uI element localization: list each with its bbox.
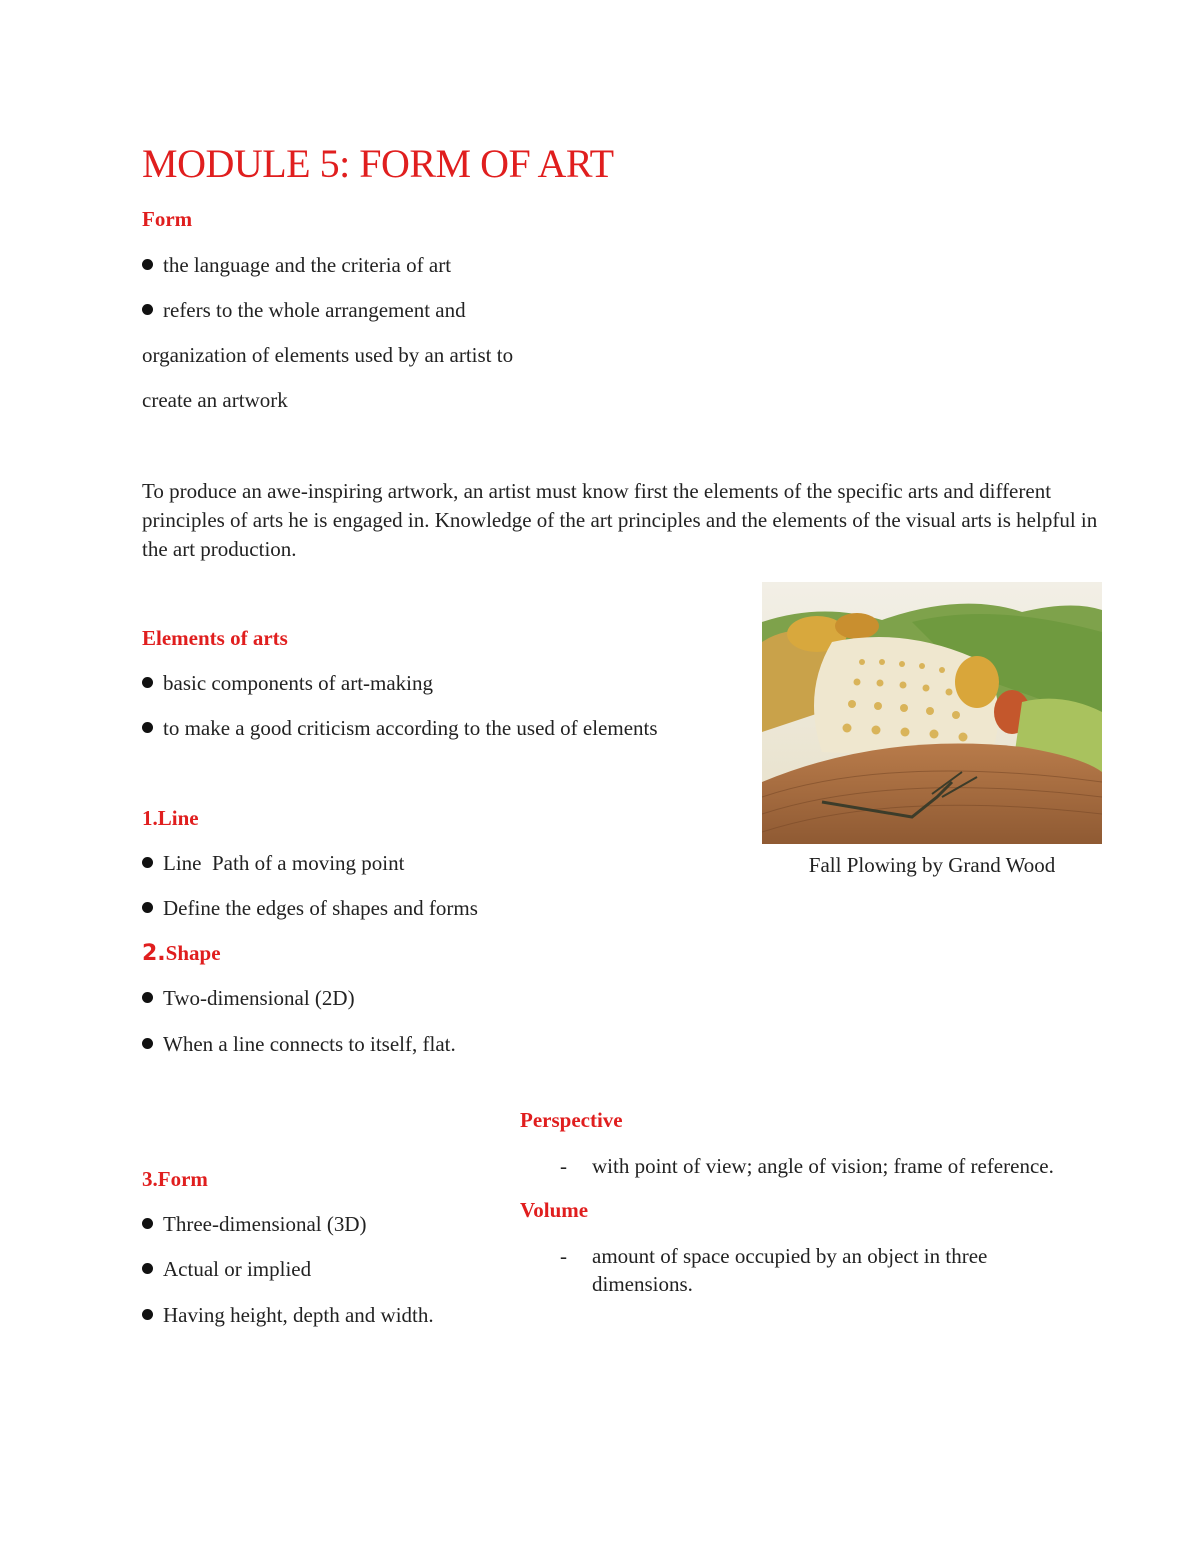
line-bullet-1: Line Path of a moving point [142, 851, 404, 876]
volume-heading: Volume [520, 1198, 589, 1222]
bullet-dot-icon [142, 1218, 153, 1229]
line-bullet-2: Define the edges of shapes and forms [142, 896, 478, 921]
form-continuation-2: create an artwork [142, 388, 288, 412]
line-heading: 1.Line [142, 806, 199, 830]
figure-caption: Fall Plowing by Grand Wood [808, 853, 1056, 877]
perspective-item: - with point of view; angle of vision; frame of reference. [560, 1154, 1054, 1178]
form3-bullet-1: Three-dimensional (3D) [142, 1212, 367, 1237]
elements-bullet-2: to make a good criticism according to the used of elements [142, 716, 658, 741]
form3-bullet-3: Having height, depth and width. [142, 1303, 434, 1328]
bullet-dot-icon [142, 722, 153, 733]
form-bullet-2: refers to the whole arrangement and [142, 298, 466, 323]
bullet-dot-icon [142, 902, 153, 913]
bullet-dot-icon [142, 304, 153, 315]
bullet-dot-icon [142, 857, 153, 868]
intro-paragraph: To produce an awe-inspiring artwork, an artist must know first the elements of the specific arts and different principles of arts he is engaged in. Knowledge of the art principles and the elements of the visual arts is helpful in the art production. [142, 479, 1098, 561]
elements-bullet-1: basic components of art-making [142, 671, 433, 696]
shape-heading: 2.Shape [142, 941, 221, 966]
dash-marker: - [560, 1244, 567, 1268]
perspective-heading: Perspective [520, 1108, 623, 1132]
form3-bullet-2: Actual or implied [142, 1257, 311, 1282]
bullet-dot-icon [142, 992, 153, 1003]
form-continuation-1: organization of elements used by an artist to [142, 343, 514, 367]
volume-item: - amount of space occupied by an object in three dimensions. [560, 1244, 988, 1296]
bullet-dot-icon [142, 1038, 153, 1049]
page-title: MODULE 5: FORM OF ART [142, 141, 614, 186]
form-bullet-1: the language and the criteria of art [142, 253, 451, 278]
shape-bullet-2: When a line connects to itself, flat. [142, 1032, 456, 1057]
bullet-dot-icon [142, 259, 153, 270]
fall-plowing-painting [762, 582, 1102, 844]
elements-heading: Elements of arts [142, 626, 288, 650]
shape-bullet-1: Two-dimensional (2D) [142, 986, 355, 1011]
form3-heading: 3.Form [142, 1167, 208, 1191]
dash-marker: - [560, 1154, 567, 1178]
bullet-dot-icon [142, 677, 153, 688]
bullet-dot-icon [142, 1309, 153, 1320]
form-heading: Form [142, 207, 193, 231]
bullet-dot-icon [142, 1263, 153, 1274]
